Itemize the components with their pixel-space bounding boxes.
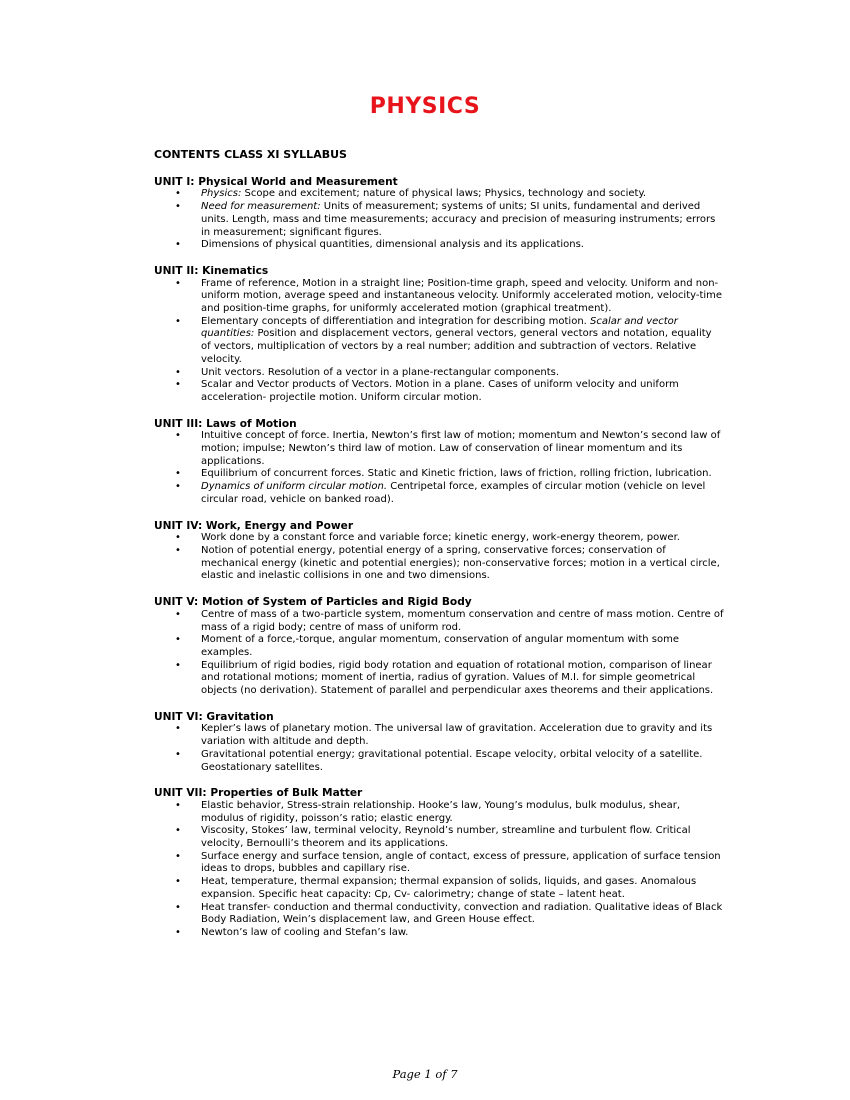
bullet-icon: •: [175, 825, 181, 837]
unit-topic-list: [154, 532, 724, 583]
item-text: Scalar and Vector products of Vectors. Motion in a plane. Cases of uniform velocity and uniform acceleration- projectile motion. Uniform circular motion.: [201, 379, 679, 403]
bullet-icon: •: [175, 315, 181, 327]
unit-section: [154, 787, 724, 939]
bullet-icon: •: [175, 659, 181, 671]
unit-topic-list: [154, 723, 724, 774]
bullet-icon: •: [175, 188, 181, 200]
item-text: Scope and excitement; nature of physical laws; Physics, technology and society.: [241, 188, 647, 200]
list-item: [154, 201, 724, 239]
bullet-icon: •: [175, 430, 181, 442]
unit-title: UNIT IV: Work, Energy and Power: [154, 519, 354, 532]
list-item: [154, 876, 724, 901]
bullet-icon: •: [175, 532, 181, 544]
list-item: [154, 278, 724, 316]
item-text: Equilibrium of concurrent forces. Static and Kinetic friction, laws of friction, rolling friction, lubrication.: [201, 468, 712, 480]
item-text: Gravitational potential energy; gravitational potential. Escape velocity, orbital velocity of a satellite. Geostationary satellites.: [201, 748, 703, 773]
list-item: [154, 723, 724, 748]
unit-section: [154, 176, 724, 252]
list-item: [154, 927, 724, 940]
item-text: Heat, temperature, thermal expansion; thermal expansion of solids, liquids, and gases. Anomalous expansion. Specific heat capacity: Cp, Cv- calorimetry; change of state – latent heat.: [201, 876, 697, 900]
unit-title: UNIT V: Motion of System of Particles and Rigid Body: [154, 596, 472, 609]
item-text: Surface energy and surface tension, angle of contact, excess of pressure, application of surface tension ideas to drops, bubbles and capillary rise.: [201, 850, 721, 875]
bullet-icon: •: [175, 379, 181, 391]
bullet-icon: •: [175, 468, 181, 480]
list-item: [154, 532, 724, 545]
item-text: Elastic behavior, Stress-strain relationship. Hooke’s law, Young’s modulus, bulk modulus, shear, modulus of rigidity, poisson’s ratio; elastic energy.: [201, 799, 681, 824]
list-item: [154, 902, 724, 927]
bullet-icon: •: [175, 901, 181, 913]
item-text: Frame of reference, Motion in a straight line; Position-time graph, speed and velocity. Uniform and non-uniform motion, average speed and instantaneous velocity. Uniformly accelerated motion, velocity-time and position-time graphs, for uniformly accelerated motion (graphical treatment).: [201, 277, 723, 315]
bullet-icon: •: [175, 239, 181, 251]
list-item: [154, 609, 724, 634]
item-text: Kepler’s laws of planetary motion. The universal law of gravitation. Acceleration due to gravity and its variation with altitude and depth.: [201, 723, 713, 748]
bullet-icon: •: [175, 481, 181, 493]
list-item: [154, 468, 724, 481]
item-text: Heat transfer- conduction and thermal conductivity, convection and radiation. Qualitative ideas of Black Body Radiation, Wein’s displacement law, and Green House effect.: [201, 901, 723, 926]
item-text: Dimensions of physical quantities, dimensional analysis and its applications.: [201, 239, 584, 251]
bullet-icon: •: [175, 201, 181, 213]
item-text: Newton’s law of cooling and Stefan’s law.: [201, 926, 409, 938]
unit-list: [154, 176, 724, 940]
list-item: [154, 367, 724, 380]
bullet-icon: •: [175, 366, 181, 378]
bullet-icon: •: [175, 799, 181, 811]
list-item: [154, 749, 724, 774]
item-text: Unit vectors. Resolution of a vector in a plane-rectangular components.: [201, 366, 559, 378]
bullet-icon: •: [175, 277, 181, 289]
item-lead-term: Physics:: [201, 188, 242, 200]
list-item: [154, 239, 724, 252]
bullet-icon: •: [175, 544, 181, 556]
contents-heading: CONTENTS CLASS XI SYLLABUS: [154, 148, 347, 161]
unit-topic-list: [154, 430, 724, 506]
item-text: Centre of mass of a two-particle system, momentum conservation and centre of mass motion. Centre of mass of a rigid body; centre of mass of uniform rod.: [201, 608, 724, 633]
unit-topic-list: [154, 800, 724, 940]
page-footer: Page 1 of 7: [392, 1067, 458, 1081]
item-text: Viscosity, Stokes’ law, terminal velocity, Reynold’s number, streamline and turbulent flow. Critical velocity, Bernoulli’s theorem and its applications.: [201, 825, 691, 850]
list-item: [154, 188, 724, 201]
item-text: Centripetal force, examples of circular motion (vehicle on level circular road, vehicle on banked road).: [201, 481, 706, 505]
unit-title: UNIT VII: Properties of Bulk Matter: [154, 787, 363, 800]
bullet-icon: •: [175, 850, 181, 862]
list-item: [154, 430, 724, 468]
item-text: Equilibrium of rigid bodies, rigid body rotation and equation of rotational motion, comparison of linear and rotational motions; moment of inertia, radius of gyration. Values of M.I. for simple geometrical objects (no derivation). Statement of parallel and perpendicular axes theorems and their applications.: [201, 659, 714, 697]
unit-topic-list: [154, 188, 724, 252]
unit-topic-list: [154, 609, 724, 698]
bullet-icon: •: [175, 876, 181, 888]
list-item: [154, 825, 724, 850]
unit-section: [154, 711, 724, 775]
unit-title: UNIT I: Physical World and Measurement: [154, 175, 398, 188]
unit-title: UNIT III: Laws of Motion: [154, 417, 297, 430]
item-text: Moment of a force,-torque, angular momentum, conservation of angular momentum with some examples.: [201, 634, 679, 658]
list-item: [154, 851, 724, 876]
list-item: [154, 660, 724, 698]
list-item: [154, 634, 724, 659]
item-lead-term: Need for measurement:: [201, 201, 321, 213]
list-item: [154, 545, 724, 583]
bullet-icon: •: [175, 723, 181, 735]
unit-title: UNIT II: Kinematics: [154, 264, 269, 277]
unit-section: [154, 520, 724, 584]
item-text: Work done by a constant force and variable force; kinetic energy, work-energy theorem, power.: [201, 532, 680, 544]
bullet-icon: •: [175, 608, 181, 620]
list-item: [154, 379, 724, 404]
unit-section: [154, 596, 724, 698]
item-lead-term: Dynamics of uniform circular motion.: [201, 481, 388, 493]
bullet-icon: •: [175, 926, 181, 938]
unit-section: [154, 418, 724, 507]
unit-title: UNIT VI: Gravitation: [154, 710, 274, 723]
item-text: Elementary concepts of differentiation and integration for describing motion.: [201, 315, 591, 327]
item-text: Intuitive concept of force. Inertia, Newton’s first law of motion; momentum and Newton’s second law of motion; impulse; Newton’s third law of motion. Law of conservation of linear momentum and its applications.: [201, 430, 721, 467]
list-item: [154, 800, 724, 825]
unit-section: [154, 265, 724, 405]
page-title: PHYSICS: [369, 94, 481, 119]
bullet-icon: •: [175, 634, 181, 646]
syllabus-content: [154, 149, 724, 953]
item-lead-term: Scalar and vector quantities:: [201, 315, 678, 340]
list-item: [154, 481, 724, 506]
item-text: Units of measurement; systems of units; SI units, fundamental and derived units. Length, mass and time measurements; accuracy and precision of measuring instruments; errors in measurement; significant figures.: [201, 201, 716, 238]
unit-topic-list: [154, 278, 724, 405]
bullet-icon: •: [175, 748, 181, 760]
item-text: Notion of potential energy, potential energy of a spring, conservative forces; conservation of mechanical energy (kinetic and potential energies); non-conservative forces; motion in a vertical circle, elastic and inelastic collisions in one and two dimensions.: [201, 544, 720, 582]
item-text: Position and displacement vectors, general vectors, general vectors and notation, equality of vectors, multiplication of vectors by a real number; addition and subtraction of vectors. Relative velocity.: [201, 328, 712, 365]
list-item: [154, 316, 724, 367]
